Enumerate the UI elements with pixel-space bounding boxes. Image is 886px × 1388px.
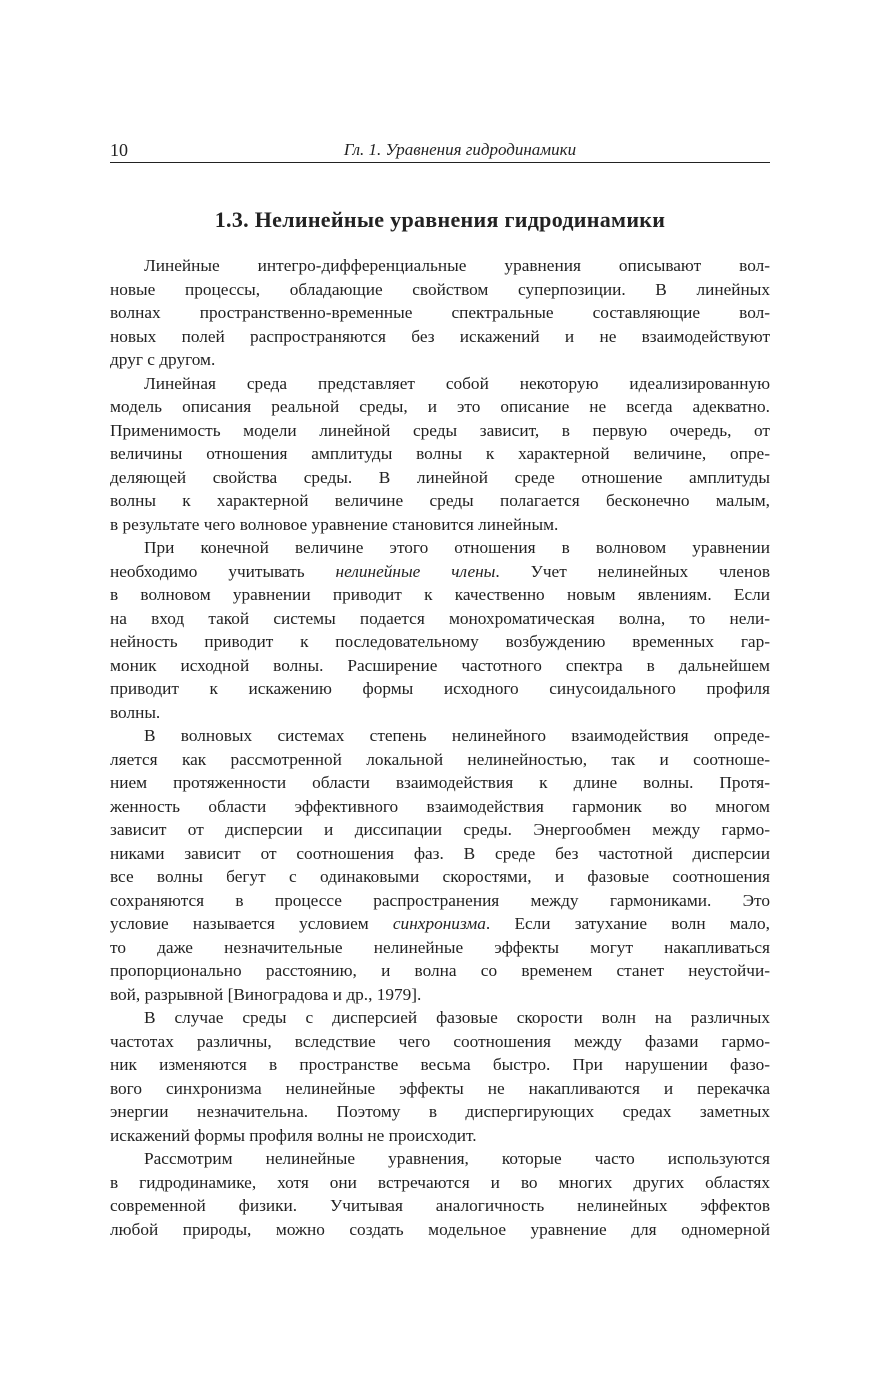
text-line: В случае среды с дисперсией фазовые скорости волн на различных [144, 1008, 770, 1027]
emphasized-term: синхронизма [392, 914, 486, 933]
text-line: модель описания реальной среды, и это описание не всегда адекватно. [110, 397, 770, 416]
text-line: сохраняются в процессе распространения между гармониками. Это [110, 890, 770, 910]
text-line: приводит к искажению формы исходного синусоидального профиля [110, 679, 770, 698]
paragraph [110, 1147, 770, 1241]
text-line: моник исходной волны. Расширение частотного спектра в дальнейшем [110, 655, 770, 675]
text-line: ляется как рассмотренной локальной нелинейностью, так и соотноше- [110, 749, 770, 769]
text-line: на вход такой системы подается монохроматическая волна, то нели- [110, 608, 770, 628]
text-line: деляющей свойства среды. В линейной среде отношение амплитуды [110, 467, 770, 487]
text-line: новые процессы, обладающие свойством суперпозиции. В линейных [110, 279, 770, 299]
text-line: зависит от дисперсии и диссипации среды. Энергообмен между гармо- [110, 820, 770, 839]
page-number: 10 [110, 140, 128, 160]
paragraph [110, 254, 770, 372]
text-segment: необходимо учитывать [110, 561, 336, 581]
text-line: вой, разрывной [Виноградова и др., 1979]. [110, 984, 422, 1004]
text-line: При конечной величине этого отношения в волновом уравнении [144, 538, 770, 557]
text-line: все волны бегут с одинаковыми скоростями, и фазовые соотношения [110, 867, 770, 886]
paragraph [110, 536, 770, 724]
running-header [110, 138, 770, 163]
text-line: современной физики. Учитывая аналогичность нелинейных эффектов [110, 1196, 770, 1215]
text-line: Линейная среда представляет собой некоторую идеализированную [144, 373, 770, 393]
text-line: то даже незначительные нелинейные эффекты могут накапливаться [110, 937, 770, 957]
text-line: в результате чего волновое уравнение становится линейным. [110, 514, 559, 534]
text-line: искажений формы профиля волны не происходит. [110, 1125, 477, 1145]
text-line: никами зависит от соотношения фаз. В среде без частотной дисперсии [110, 843, 770, 863]
text-line: женность области эффективного взаимодействия гармоник во многом [110, 796, 770, 816]
running-title: Гл. 1. Уравнения гидродинамики [343, 140, 577, 159]
text-line: в гидродинамике, хотя они встречаются и во многих других областях [110, 1172, 770, 1192]
text-line: величины отношения амплитуды волны к характерной величине, опре- [110, 444, 770, 463]
text-segment: . Учет нелинейных членов [495, 561, 770, 581]
section-title: 1.3. Нелинейные уравнения гидродинамики [214, 207, 666, 232]
text-line: друг с другом. [110, 350, 216, 369]
text-line: волны. [110, 702, 161, 722]
text-line: волнах пространственно-временные спектральные составляющие вол- [110, 303, 770, 322]
text-line: пропорционально расстоянию, и волна со временем станет неустойчи- [110, 961, 770, 980]
text-line: нейность приводит к последовательному возбуждению временных гар- [110, 632, 770, 651]
text-line: ник изменяются в пространстве весьма быстро. При нарушении фазо- [110, 1055, 770, 1074]
text-line: Линейные интегро-дифференциальные уравнения описывают вол- [144, 256, 770, 275]
body-text [110, 254, 770, 1241]
text-line: нием протяженности области взаимодействия к длине волны. Протя- [110, 773, 770, 792]
paragraph [110, 372, 770, 537]
text-line: Рассмотрим нелинейные уравнения, которые часто используются [144, 1149, 770, 1168]
text-line [110, 912, 770, 936]
emphasized-term: нелинейные члены [335, 561, 496, 581]
text-line: волны к характерной величине среды полагается бесконечно малым, [110, 491, 770, 510]
text-segment: . Если затухание волн мало, [485, 914, 770, 933]
text-line: новых полей распространяются без искажений и не взаимодействуют [110, 326, 770, 346]
text-line: частотах различны, вследствие чего соотношения между фазами гармо- [110, 1031, 770, 1051]
paragraph [110, 724, 770, 1006]
text-line: любой природы, можно создать модельное уравнение для одномерной [110, 1219, 770, 1239]
paragraph [110, 1006, 770, 1147]
text-line: энергии незначительна. Поэтому в диспергирующих средах заметных [110, 1102, 770, 1121]
text-line: Применимость модели линейной среды зависит, в первую очередь, от [110, 420, 770, 440]
text-line [110, 560, 770, 584]
text-line: в волновом уравнении приводит к качественно новым явлениям. Если [110, 585, 770, 604]
text-line: вого синхронизма нелинейные эффекты не накапливаются и перекачка [110, 1078, 770, 1098]
text-line: В волновых системах степень нелинейного взаимодействия опреде- [144, 726, 770, 745]
text-segment: условие называется условием [110, 914, 393, 933]
